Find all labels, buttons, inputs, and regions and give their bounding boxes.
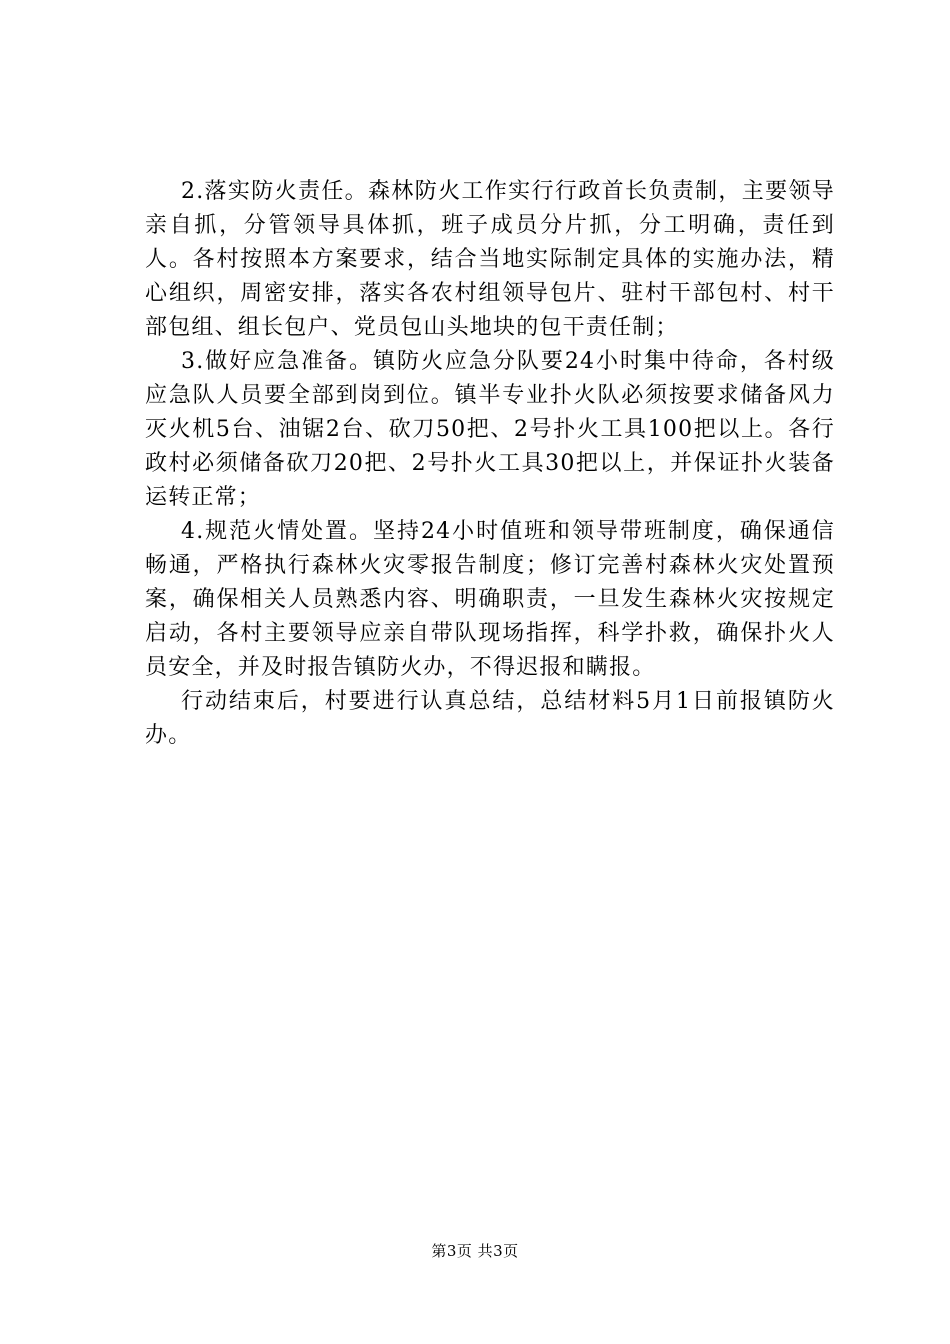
paragraph-fire-responsibility: 2.落实防火责任。森林防火工作实行行政首长负责制，主要领导亲自抓，分管领导具体抓，班子成员分片抓，分工明确，责任到人。各村按照本方案要求，结合当地实际制定具体的实施办法，精心组织，周密安排，落实各农村组领导包片、驻村干部包村、村干部包组、组长包户、党员包山头地块的包干责任制；	[145, 179, 835, 340]
paragraph-summary: 行动结束后，村要进行认真总结，总结材料5月1日前报镇防火办。	[145, 689, 835, 748]
document-body	[145, 175, 835, 753]
page-number-footer: 第3页 共3页	[431, 1242, 519, 1260]
paragraph-emergency-preparation: 3.做好应急准备。镇防火应急分队要24小时集中待命，各村级应急队人员要全部到岗到位。镇半专业扑火队必须按要求储备风力灭火机5台、油锯2台、砍刀50把、2号扑火工具100把以上。各行政村必须储备砍刀20把、2号扑火工具30把以上，并保证扑火装备运转正常；	[145, 349, 835, 510]
paragraph-fire-handling: 4.规范火情处置。坚持24小时值班和领导带班制度，确保通信畅通，严格执行森林火灾零报告制度；修订完善村森林火灾处置预案，确保相关人员熟悉内容、明确职责，一旦发生森林火灾按规定启动，各村主要领导应亲自带队现场指挥，科学扑救，确保扑火人员安全，并及时报告镇防火办，不得迟报和瞒报。	[145, 519, 835, 680]
